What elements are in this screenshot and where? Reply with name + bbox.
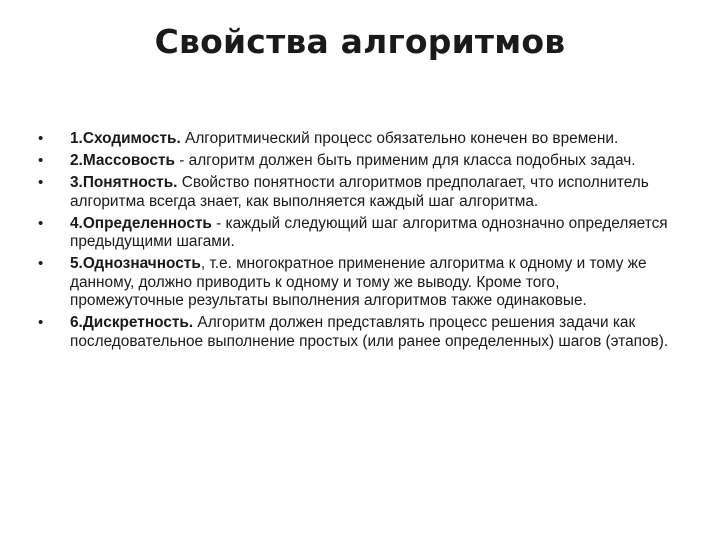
bullet-icon: •: [38, 314, 44, 332]
item-term: 6.Дискретность.: [70, 314, 194, 332]
item-term: 1.Сходимость.: [70, 130, 181, 147]
bullet-icon: •: [38, 255, 44, 273]
item-text: , т.е. многократное применение алгоритма к одному и тому же данному, должно приводить к одному и тому же выводу. Кроме того, промежуточные результаты выполнения алгоритмов также одинаковые.: [70, 255, 647, 310]
bullet-icon: •: [38, 214, 44, 232]
item-text: - алгоритм должен быть применим для класса подобных задач.: [174, 151, 636, 169]
list-item: [38, 255, 673, 311]
item-text: Алгоритмический процесс обязательно конечен во времени.: [180, 130, 619, 147]
list-item: [38, 152, 673, 171]
list-item: [38, 314, 673, 351]
item-text: - каждый следующий шаг алгоритма однозначно определяется предыдущими шагами.: [70, 214, 668, 251]
list-item: [38, 130, 673, 149]
item-term: 5.Однозначность: [70, 255, 201, 273]
list-item: [38, 174, 673, 211]
item-term: 2.Массовость: [70, 151, 175, 169]
item-text: Свойство понятности алгоритмов предполагает, что исполнитель алгоритма всегда знает, как выполняется каждый шаг алгоритма.: [70, 173, 649, 210]
item-term: 3.Понятность.: [70, 173, 178, 191]
item-text: Алгоритм должен представлять процесс решения задачи как последовательное выполнение простых (или ранее определенных) шагов (этапов).: [70, 314, 669, 350]
list-item: [38, 215, 673, 252]
bullet-icon: •: [38, 173, 44, 191]
item-term: 4.Определенность: [70, 214, 212, 232]
bullet-icon: •: [38, 130, 44, 147]
properties-list: [38, 130, 673, 355]
slide-title: Свойства алгоритмов: [154, 22, 566, 61]
bullet-icon: •: [38, 151, 44, 169]
